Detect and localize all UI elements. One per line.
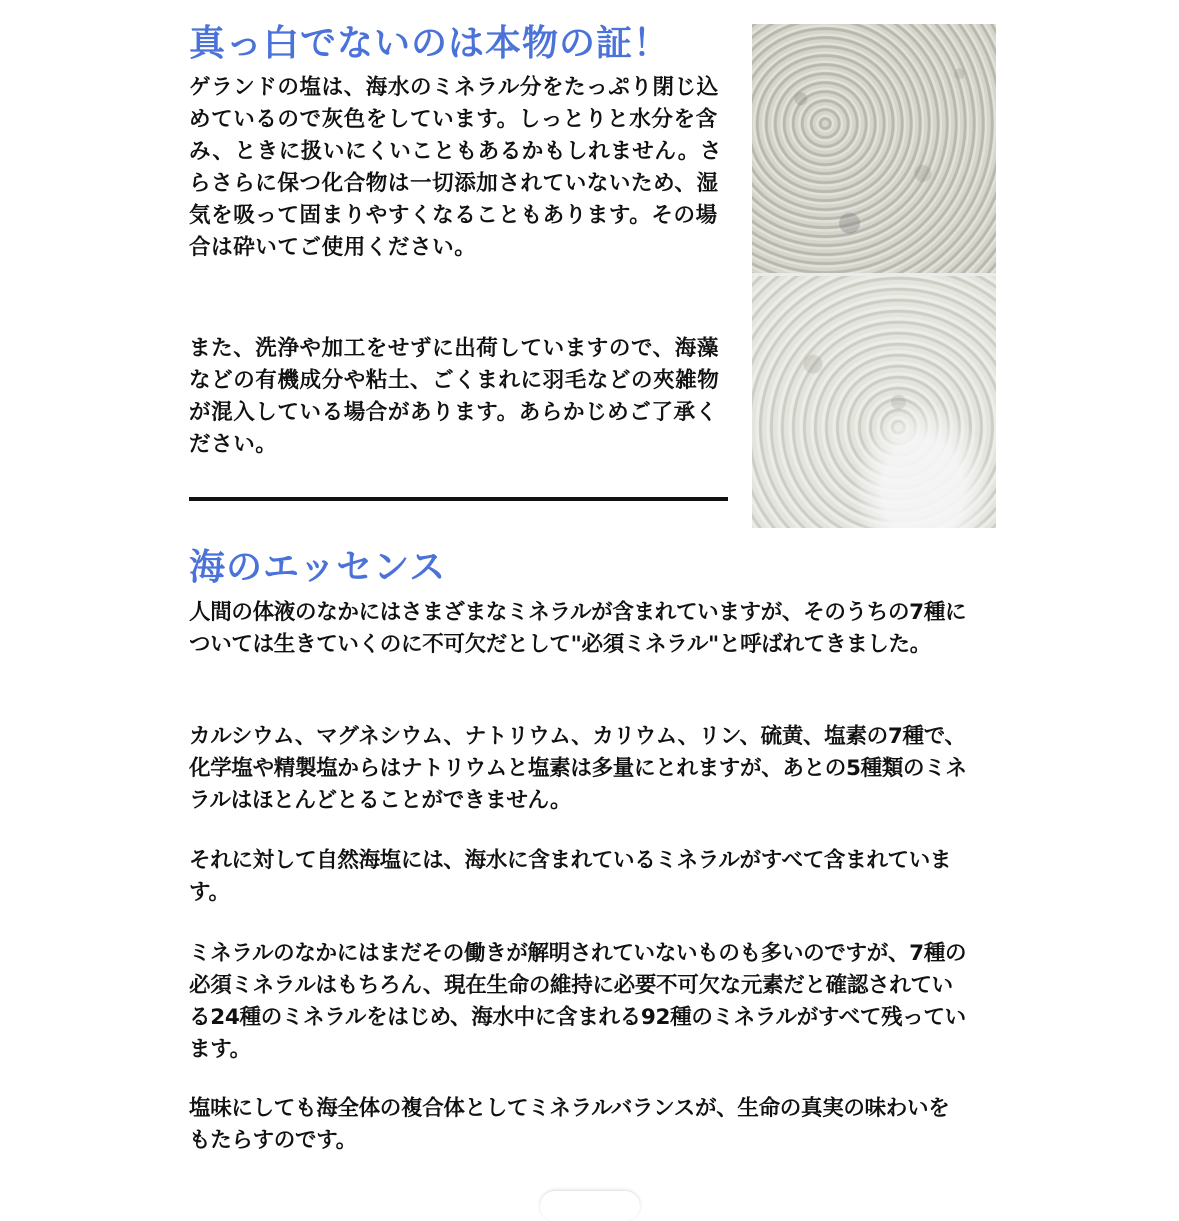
section-divider [189, 497, 728, 501]
paragraph-seven-minerals-list: カルシウム、マグネシウム、ナトリウム、カリウム、リン、硫黄、塩素の7種で、化学塩や精製塩からはナトリウムと塩素は多量にとれますが、あとの5種類のミネラルはほとんどとることができません。 [189, 724, 967, 813]
paragraph-natural-sea-salt: それに対して自然海塩には、海水に含まれているミネラルがすべて含まれています。 [189, 848, 952, 905]
section-heading-sea-essence: 海のエッセンス [189, 547, 447, 588]
salt-photo-coarse [752, 24, 996, 273]
paragraph-impurities-notice: また、洗浄や加工をせずに出荷していますので、海藻などの有機成分や粘土、ごくまれに羽毛などの夾雑物が混入している場合があります。あらかじめご了承ください。 [189, 336, 720, 457]
bottom-floating-pill-button[interactable] [540, 1191, 640, 1221]
section-heading-not-pure-white: 真っ白でないのは本物の証！ [189, 23, 671, 64]
salt-photo-fine [752, 276, 996, 528]
paragraph-grey-color-explanation: ゲランドの塩は、海水のミネラル分をたっぷり閉じ込めているので灰色をしています。しっとりと水分を含み、ときに扱いにくいこともあるかもしれません。さらさらに保つ化合物は一切添加されていないため、湿気を吸って固まりやすくなることもあります。その場合は砕いてご使用ください。 [189, 75, 722, 260]
paragraph-92-minerals: ミネラルのなかにはまだその働きが解明されていないものも多いのですが、7種の必須ミネラルはもちろん、現在生命の維持に必要不可欠な元素だと確認されている24種のミネラルをはじめ、海水中に含まれる92種のミネラルがすべて残っています。 [189, 941, 967, 1062]
paragraph-essential-minerals: 人間の体液のなかにはさまざまなミネラルが含まれていますが、そのうちの7種については生きていくのに不可欠だとして"必須ミネラル"と呼ばれてきました。 [189, 600, 967, 657]
paragraph-true-taste: 塩味にしても海全体の複合体としてミネラルバランスが、生命の真実の味わいをもたらすのです。 [189, 1096, 950, 1153]
